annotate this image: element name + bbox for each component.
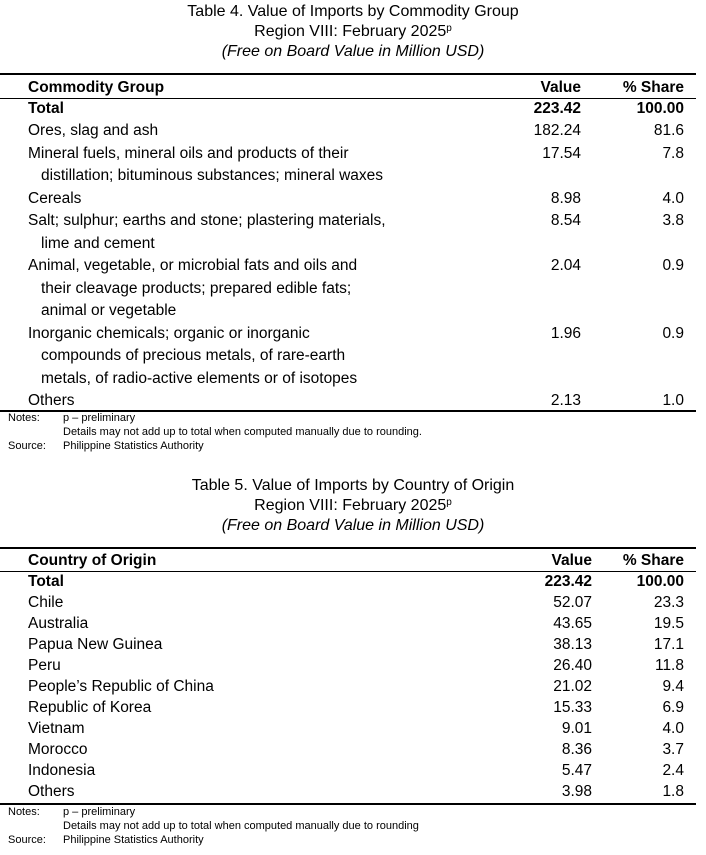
- row-share: 3.7: [662, 741, 684, 758]
- row-value: 15.33: [553, 699, 592, 716]
- row-label-line: animal or vegetable: [41, 302, 177, 319]
- row-share: 0.9: [662, 257, 684, 274]
- table4-header-share: % Share: [622, 79, 684, 96]
- table5-note-preliminary: p – preliminary: [63, 806, 136, 818]
- table4-note-preliminary: p – preliminary: [63, 412, 136, 424]
- table4-source: Philippine Statistics Authority: [63, 440, 204, 452]
- row-label: [28, 120, 158, 143]
- row-share: 4.0: [662, 189, 684, 207]
- table5-header-row: [0, 550, 696, 572]
- row-share: 23.3: [653, 594, 684, 611]
- table4-region: Region VIII: February 2025$^p$: [254, 23, 452, 40]
- row-value: 2.04: [550, 257, 581, 274]
- row-value: 43.65: [553, 615, 592, 632]
- table5-total-share: 100.00: [636, 573, 684, 590]
- row-share: 1.8: [662, 783, 684, 800]
- table5-total-label: Total: [28, 573, 64, 590]
- row-value: 8.36: [561, 741, 592, 758]
- row-value: 182.24: [533, 122, 581, 139]
- table-row: [0, 143, 696, 188]
- row-label-line: Chile: [28, 594, 64, 611]
- table4-header-value: Value: [540, 79, 581, 96]
- row-label-line: their cleavage products; prepared edible fats;: [41, 279, 352, 297]
- row-label-line: lime and cement: [41, 234, 155, 252]
- table5-title-block: [0, 476, 706, 536]
- row-label-line: Papua New Guinea: [28, 636, 163, 653]
- row-value: 8.98: [550, 189, 581, 207]
- table4-total-value: 223.42: [533, 100, 581, 117]
- row-label-line: Inorganic chemicals; organic or inorganic: [28, 324, 310, 342]
- table5-title: Table 5. Value of Imports by Country of Origin: [191, 477, 515, 494]
- row-label-line: Mineral fuels, mineral oils and products of their: [28, 144, 349, 162]
- row-share: 1.0: [662, 392, 684, 409]
- row-label: [28, 781, 75, 802]
- row-share: 11.8: [654, 657, 684, 674]
- table4-total-row: [0, 98, 696, 120]
- row-value: 26.40: [553, 657, 592, 674]
- row-label-line: compounds of precious metals, of rare-earth: [41, 347, 346, 364]
- table-row: [0, 255, 696, 323]
- row-label: [28, 592, 63, 613]
- row-value: 3.98: [561, 783, 592, 800]
- table5-notes: [8, 805, 608, 849]
- table4-subtitle: (Free on Board Value in Million USD): [221, 43, 485, 60]
- row-label: [28, 634, 162, 655]
- row-share: 19.5: [653, 615, 684, 632]
- table4-title: Table 4. Value of Imports by Commodity Group: [187, 3, 519, 20]
- table-row: [0, 718, 696, 739]
- row-label-line: metals, of radio-active elements or of isotopes: [41, 369, 358, 387]
- table5-subtitle: (Free on Board Value in Million USD): [221, 517, 485, 534]
- row-label-line: People’s Republic of China: [28, 678, 214, 695]
- row-label-line: Others: [28, 392, 75, 409]
- row-share: 0.9: [662, 324, 684, 342]
- table5-notes-label: Notes:: [8, 806, 40, 818]
- table-row: [0, 592, 696, 613]
- row-label: [28, 323, 357, 391]
- table-row: [0, 760, 696, 781]
- row-label: [28, 676, 214, 697]
- table-row: [0, 323, 696, 391]
- row-value: 9.01: [561, 720, 592, 737]
- row-share: 4.0: [662, 720, 684, 737]
- table4-notes-label: Notes:: [8, 412, 40, 424]
- row-value: 52.07: [553, 594, 592, 611]
- row-label: [28, 697, 151, 718]
- table5-region: Region VIII: February 2025$^p$: [254, 497, 452, 514]
- table4-header-name: Commodity Group: [28, 79, 165, 96]
- table-row: [0, 210, 696, 255]
- row-share: 6.9: [662, 699, 684, 716]
- row-label-line: Vietnam: [28, 720, 85, 737]
- table-row: [0, 676, 696, 697]
- table-row: [0, 120, 696, 143]
- row-label: [28, 210, 386, 255]
- table4-total-share: 100.00: [636, 100, 684, 117]
- row-value: 2.13: [550, 392, 581, 409]
- table5-total-row: [0, 571, 696, 592]
- table-row: [0, 613, 696, 634]
- row-label: [28, 255, 357, 323]
- row-label-line: distillation; bituminous substances; mineral waxes: [41, 167, 384, 184]
- row-share: 3.8: [662, 212, 684, 229]
- table4-note-rounding: Details may not add up to total when computed manually due to rounding.: [63, 426, 422, 438]
- row-label: [28, 760, 95, 781]
- row-label: [28, 143, 383, 188]
- table5-header-share: % Share: [622, 552, 684, 569]
- table5-source: Philippine Statistics Authority: [63, 834, 204, 846]
- row-label-line: Animal, vegetable, or microbial fats and oils and: [28, 257, 358, 274]
- row-label: [28, 718, 85, 739]
- table5-top-rule: [0, 547, 696, 549]
- row-value: 1.96: [550, 324, 581, 342]
- row-label-line: Peru: [28, 657, 61, 674]
- row-label-line: Others: [28, 783, 75, 800]
- table-row: [0, 634, 696, 655]
- row-label-line: Morocco: [28, 741, 88, 758]
- row-value: 5.47: [561, 762, 592, 779]
- row-share: 17.1: [653, 636, 684, 653]
- table5-note-rounding: Details may not add up to total when computed manually due to rounding: [63, 820, 419, 832]
- table5-source-label: Source:: [8, 834, 46, 846]
- row-label: [28, 188, 81, 211]
- table4-region-sup: p: [446, 23, 452, 34]
- row-label: [28, 739, 87, 760]
- row-label: [28, 655, 61, 676]
- table5-header-value: Value: [551, 552, 592, 569]
- row-label-line: Ores, slag and ash: [28, 122, 159, 139]
- row-label-line: Indonesia: [28, 762, 96, 779]
- row-label-line: Cereals: [28, 189, 82, 207]
- table4-source-label: Source:: [8, 440, 46, 452]
- table5-total-value: 223.42: [544, 573, 592, 590]
- table4-total-label: Total: [28, 100, 64, 117]
- row-label-line: Australia: [28, 615, 89, 632]
- row-value: 17.54: [542, 144, 581, 162]
- table5-region-sup: p: [446, 497, 452, 508]
- row-share: 2.4: [662, 762, 684, 779]
- table-row: [0, 697, 696, 718]
- table4-title-block: [0, 2, 706, 62]
- row-share: 7.8: [662, 144, 684, 162]
- row-label-line: Salt; sulphur; earths and stone; plastering materials,: [28, 212, 386, 229]
- table4-top-rule: [0, 73, 696, 75]
- table-row: [0, 781, 696, 802]
- row-share: 9.4: [662, 678, 684, 695]
- table-row: [0, 655, 696, 676]
- table-row: [0, 188, 696, 211]
- row-value: 21.02: [553, 678, 592, 695]
- row-value: 8.54: [550, 212, 581, 229]
- table4-header-row: [0, 77, 696, 99]
- row-label-line: Republic of Korea: [28, 699, 152, 716]
- table5-header-name: Country of Origin: [28, 552, 157, 569]
- row-share: 81.6: [653, 122, 684, 139]
- table-row: [0, 739, 696, 760]
- row-value: 38.13: [553, 636, 592, 653]
- table4-notes: [8, 411, 608, 455]
- row-label: [28, 613, 88, 634]
